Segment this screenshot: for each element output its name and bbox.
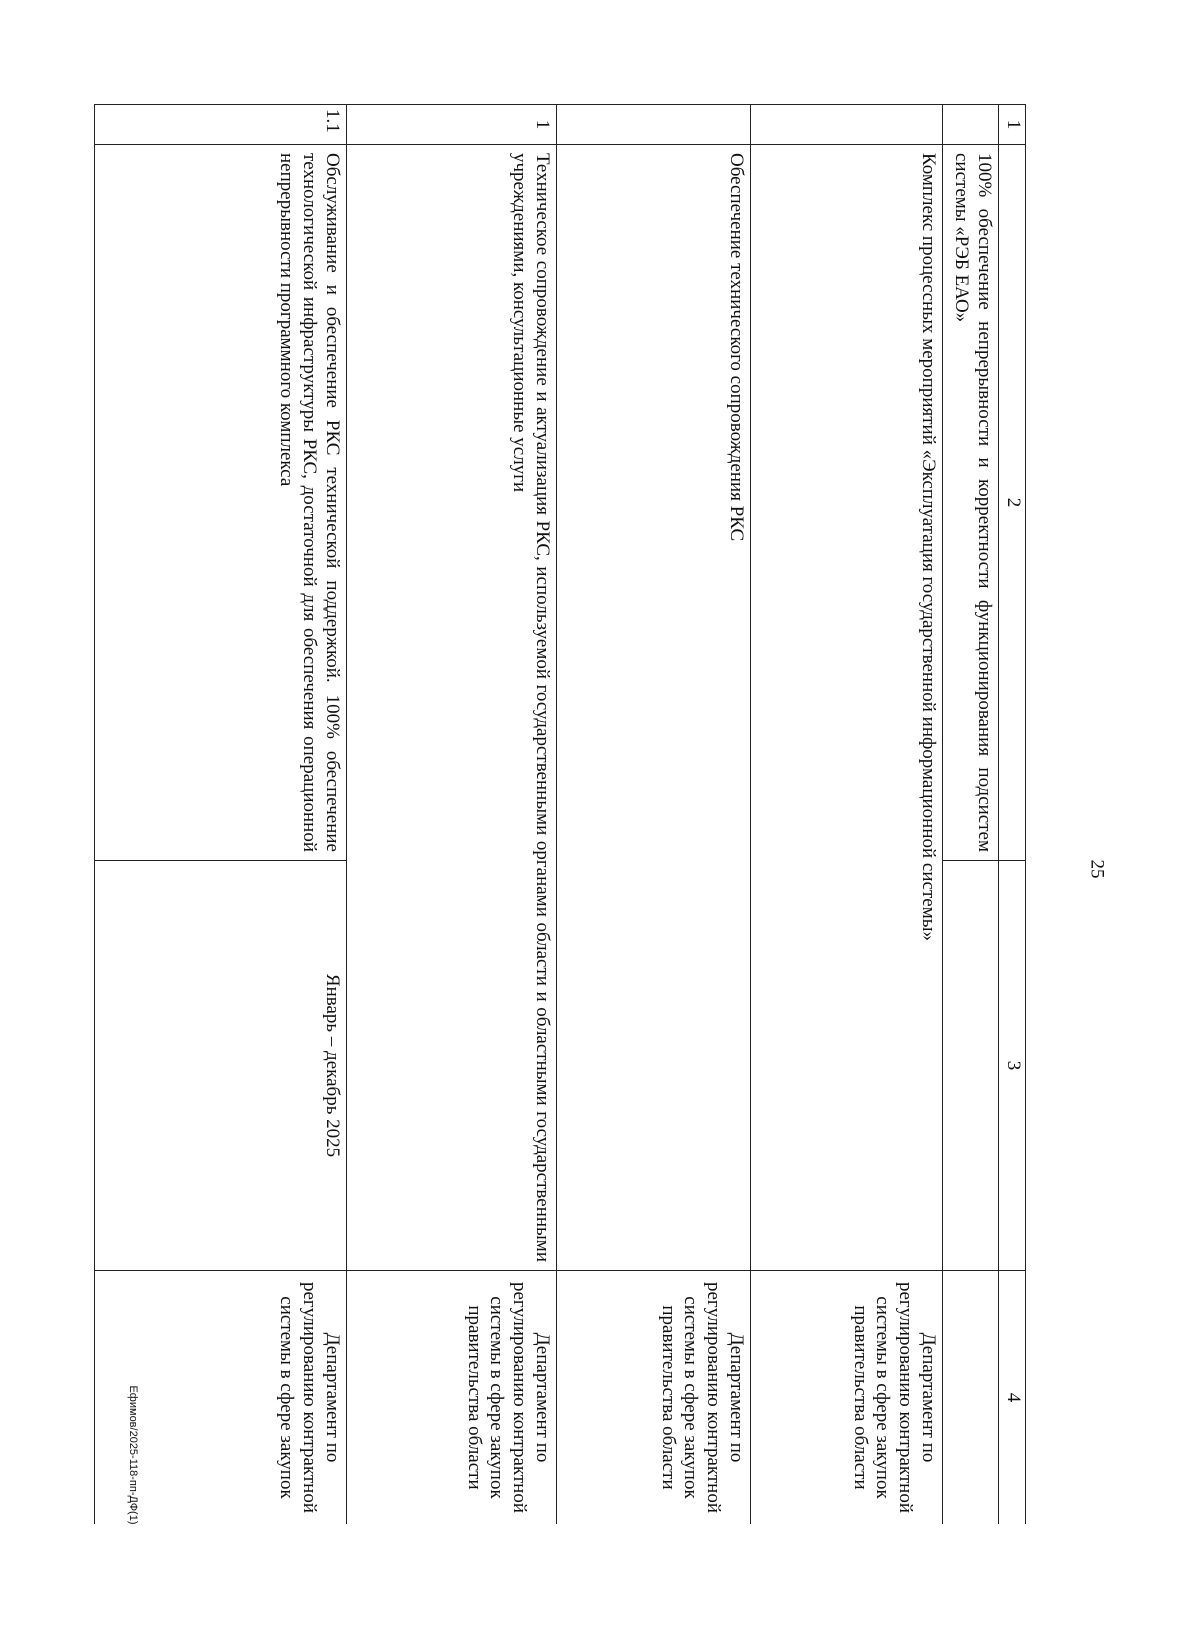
row-responsible: Департамент по регулированию контрактной системы в сфере закупок правительства области [557, 1271, 751, 1525]
row-number [943, 105, 999, 145]
header-col-2: 2 [999, 145, 1026, 861]
row-number [751, 105, 943, 145]
row-responsible: Департамент по регулированию контрактной системы в сфере закупок правительства области [751, 1271, 943, 1525]
table-row [95, 105, 347, 1525]
rotated-page-content [94, 104, 1026, 1524]
row-number [557, 105, 751, 145]
table-row [347, 105, 557, 1525]
table-header-row [999, 105, 1026, 1525]
row-text: Техническое сопровождение и актуализация РКС, используемой государственными органами области и областными государственными учреждениями, консультационные услуги [347, 145, 557, 1271]
table-row [557, 105, 751, 1525]
plan-table [94, 104, 1026, 1524]
header-col-3: 3 [999, 861, 1026, 1271]
row-number: 1.1 [95, 105, 347, 145]
row-period: Январь – декабрь 2025 [95, 861, 347, 1271]
table-row [943, 105, 999, 1525]
row-number: 1 [347, 105, 557, 145]
page-number: 25 [1086, 859, 1108, 879]
header-col-1: 1 [999, 105, 1026, 145]
table-row [751, 105, 943, 1525]
document-code: Ефимов/2025-118-пп-ДФ(1) [127, 1385, 139, 1525]
plan-table-container [94, 104, 1026, 1524]
header-col-4: 4 [999, 1271, 1026, 1525]
row-responsible [943, 1271, 999, 1525]
row-responsible: Департамент по регулированию контрактной системы в сфере закупок [95, 1271, 347, 1525]
row-text: Комплекс процессных мероприятий «Эксплуатация государственной информационной системы» [751, 145, 943, 1271]
row-period [943, 861, 999, 1271]
row-text: Обслуживание и обеспечение РКС технической поддержкой. 100% обеспечение технологической инфраструктуры РКС, достаточной для обеспечения операционной непрерывности программного комплекса [95, 145, 347, 861]
row-responsible: Департамент по регулированию контрактной системы в сфере закупок правительства области [347, 1271, 557, 1525]
row-text: Обеспечение технического сопровождения РКС [557, 145, 751, 1271]
row-text: 100% обеспечение непрерывности и корректности функционирования подсистем системы «РЭБ ЕАО» [943, 145, 999, 861]
